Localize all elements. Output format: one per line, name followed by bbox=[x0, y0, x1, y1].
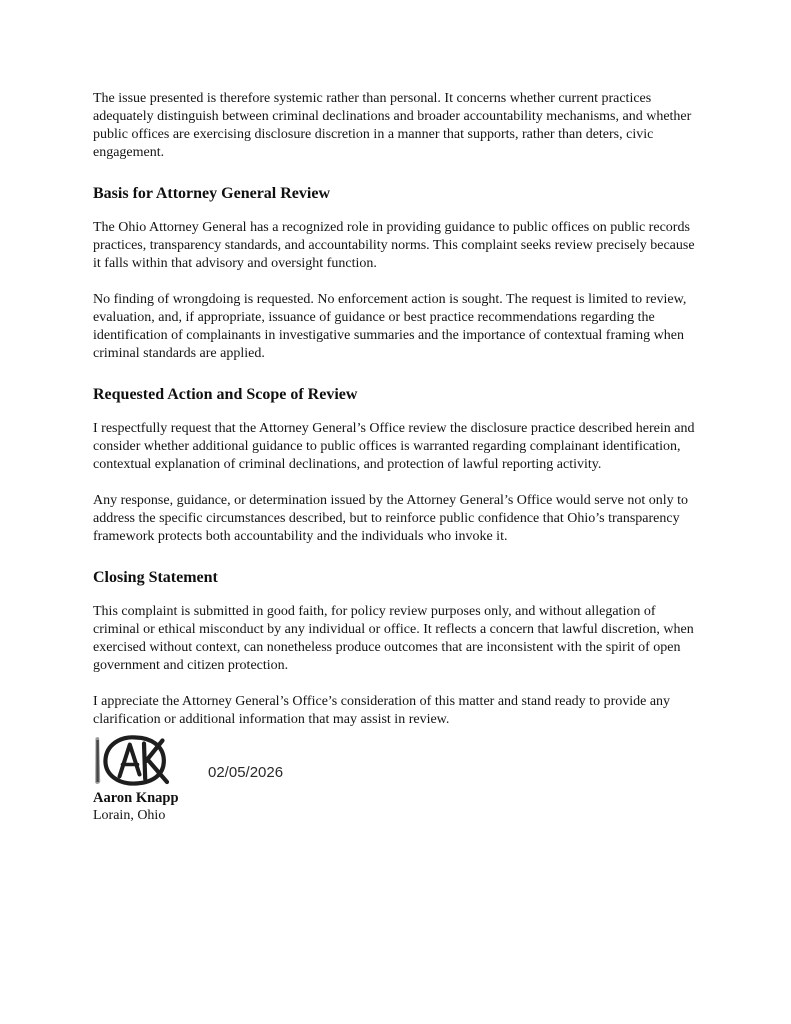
signatory-location: Lorain, Ohio bbox=[93, 808, 166, 823]
body-paragraph: This complaint is submitted in good faith, for policy review purposes only, and without allegation of criminal or ethical misconduct by any individual or office. It reflects a concern that lawful discretion, when exercised without context, can nonetheless produce outcomes that are inconsistent with the spirit of open government and citizen protection. bbox=[93, 604, 694, 673]
ak-monogram-signature-icon bbox=[93, 733, 178, 788]
signature-row bbox=[93, 733, 703, 788]
section-heading-closing-statement: Closing Statement bbox=[93, 569, 218, 586]
body-paragraph: No finding of wrongdoing is requested. No enforcement action is sought. The request is limited to review, evaluation, and, if appropriate, issuance of guidance or best practice recommendations regarding the identification of complainants in investigative summaries and the importance of contextual framing when criminal standards are applied. bbox=[93, 292, 687, 361]
signature-date: 02/05/2026 bbox=[208, 764, 284, 781]
body-paragraph: I respectfully request that the Attorney General’s Office review the disclosure practice described herein and consider whether additional guidance to public offices is warranted regarding complainant identification, contextual explanation of criminal declinations, and protection of lawful reporting activity. bbox=[93, 421, 695, 472]
body-paragraph: Any response, guidance, or determination issued by the Attorney General’s Office would serve not only to address the specific circumstances described, but to reinforce public confidence that Ohio’s transparency framework protects both accountability and the individuals who invoke it. bbox=[93, 493, 688, 544]
section-heading-basis-for-review: Basis for Attorney General Review bbox=[93, 185, 330, 202]
body-paragraph: The Ohio Attorney General has a recognized role in providing guidance to public offices on public records practices, transparency standards, and accountability norms. This complaint seeks review precisely because it falls within that advisory and oversight function. bbox=[93, 220, 695, 271]
intro-paragraph: The issue presented is therefore systemic rather than personal. It concerns whether current practices adequately distinguish between criminal declinations and broader accountability mechanisms, and whether public offices are exercising disclosure discretion in a manner that supports, rather than deters, civic engagement. bbox=[93, 91, 692, 160]
signature-block bbox=[93, 733, 703, 825]
signatory-name: Aaron Knapp bbox=[93, 790, 179, 806]
section-heading-requested-action: Requested Action and Scope of Review bbox=[93, 386, 358, 403]
body-paragraph: I appreciate the Attorney General’s Office’s consideration of this matter and stand ready to provide any clarification or additional information that may assist in review. bbox=[93, 694, 671, 727]
